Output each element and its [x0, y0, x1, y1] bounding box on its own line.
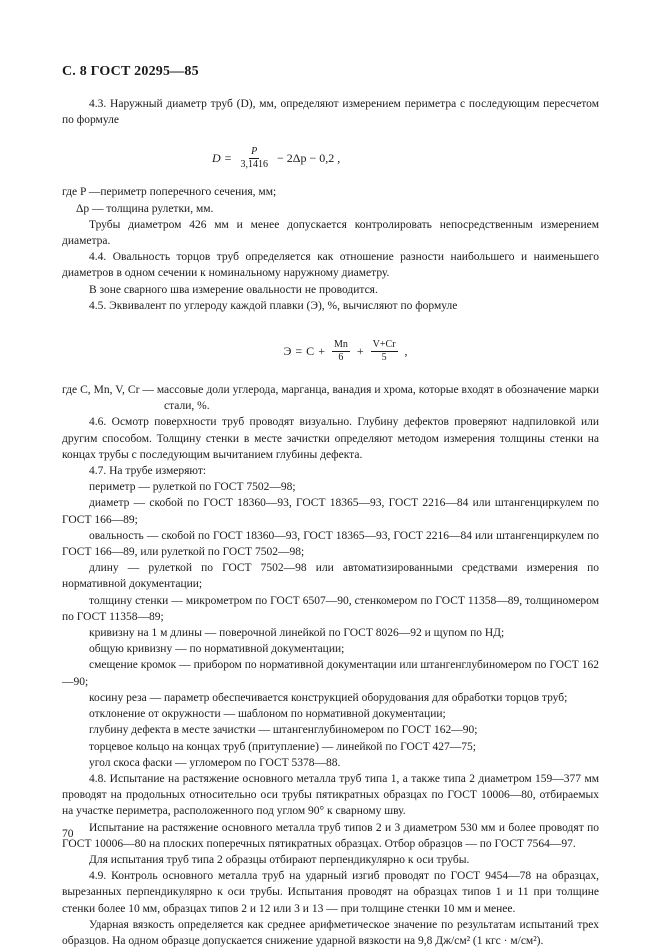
paragraph-weld-zone: В зоне сварного шва измерение овальности не проводится.: [89, 283, 378, 296]
formula-lhs: D: [212, 151, 221, 166]
list-item-cut-skew: косину реза — параметр обеспечивается конструкцией оборудования для обработки торцов труб;: [89, 691, 568, 704]
formula-diameter: [62, 132, 599, 184]
formula2-plus-1: +: [318, 343, 325, 358]
list-item-perimeter: периметр — рулеткой по ГОСТ 7502—98;: [89, 481, 296, 494]
list-item-ovality: овальность — скобой по ГОСТ 18360—93, ГОСТ 18365—93, ГОСТ 2216—84 или штангенциркулем по ГОСТ 166—89, или рулеткой по ГОСТ 7502—98;: [62, 529, 599, 559]
paragraph-diameter-426: Трубы диаметром 426 мм и менее допускается контролировать непосредственным измерением диаметра.: [62, 218, 599, 248]
paragraph-4-4: 4.4. Овальность торцов труб определяется как отношение разности наибольшего и наименьшего диаметров в одном сечении к номинальному наружному диаметру.: [62, 251, 599, 280]
paragraph-4-6: 4.6. Осмотр поверхности труб проводят визуально. Глубину дефектов проверяют надпиловкой или другим способом. Толщину стенки в месте зачистки определяют методом измерения толщины стенки на концах трубы с последующим вычитанием глубины дефекта.: [62, 416, 599, 461]
list-item-total-curvature: общую кривизну — по нормативной документации;: [89, 643, 345, 656]
formula-fraction: [238, 146, 270, 171]
paragraph-impact-strength: Ударная вязкость определяется как среднее арифметическое значение по результатам испытаний трех образцов. На одном образце допускается снижение ударной вязкости на 9,8 Дж/см² (1 кгс · м/см²).: [62, 918, 599, 947]
document-body: [62, 96, 599, 949]
list-item-roundness: отклонение от окружности — шаблоном по нормативной документации;: [89, 708, 446, 721]
formula2-fraction-vcr: [371, 339, 398, 364]
formula2-plus-2: +: [356, 343, 364, 358]
paragraph-4-3: 4.3. Наружный диаметр труб (D), мм, определяют измерением периметра с последующим пересчетом по формуле: [62, 98, 599, 127]
paragraph-4-7: 4.7. На трубе измеряют:: [89, 465, 207, 478]
paragraph-delta-p: Δp — толщина рулетки, мм.: [76, 202, 214, 215]
paragraph-4-5: 4.5. Эквивалент по углероду каждой плавки (Э), %, вычисляют по формуле: [89, 299, 458, 312]
page-header: С. 8 ГОСТ 20295—85: [62, 64, 199, 79]
formula2-c: С: [306, 343, 315, 358]
formula-rest: − 2Δp − 0,2 ,: [276, 151, 341, 166]
list-item-diameter: диаметр — скобой по ГОСТ 18360—93, ГОСТ 18365—93, ГОСТ 2216—84 или штангенциркулем по ГОСТ 166—89;: [62, 497, 599, 526]
list-item-defect-depth: глубину дефекта в месте зачистки — штангенглубиномером по ГОСТ 162—90;: [89, 724, 478, 737]
fraction-denominator: 3,1416: [240, 158, 268, 170]
fraction-vcr-numerator: V+Cr: [372, 338, 396, 350]
fraction-mn-denominator: 6: [338, 351, 344, 363]
paragraph-type-2-samples: Для испытания труб типа 2 образцы отбирают перпендикулярно к оси трубы.: [89, 853, 470, 866]
list-item-edge-offset: смещение кромок — прибором по нормативной документации или штангенглубиномером по ГОСТ 162—90;: [62, 659, 599, 688]
list-item-bevel-angle: угол скоса фаски — угломером по ГОСТ 5378—88.: [89, 756, 341, 769]
paragraph-4-9: 4.9. Контроль основного металла труб на ударный изгиб проводят по ГОСТ 9454—78 на образцах, вырезанных перпендикулярно к оси трубы. Испытания проводят на образцах типов 1 и 11 при толщине стенки более 10 мм, образцах типов 2 и 12 или 3 и 13 — при толщине стенки 10 мм и менее.: [62, 870, 599, 915]
paragraph-where-p: где P —периметр поперечного сечения, мм;: [62, 186, 277, 199]
formula2-lhs: Э: [283, 343, 292, 358]
fraction-vcr-denominator: 5: [381, 351, 387, 363]
fraction-numerator: P: [251, 145, 258, 157]
list-item-length: длину — рулеткой по ГОСТ 7502—98 или автоматизированными средствами измерения по нормативной документации;: [62, 562, 599, 591]
page-number: 70: [62, 828, 74, 840]
formula2-fraction-mn: [332, 339, 350, 364]
formula-eq: =: [224, 151, 232, 166]
list-item-curvature: кривизну на 1 м длины — поверочной линейкой по ГОСТ 8026—92 и щупом по НД;: [89, 627, 505, 640]
paragraph-tensile-types-2-3: Испытание на растяжение основного металла труб типов 2 и 3 диаметром 530 мм и более проводят по ГОСТ 10006—80 на плоских поперечных пятикратных образцах. Отбор образцов — по ГОСТ 7564—97.: [62, 821, 599, 850]
paragraph-4-8: 4.8. Испытание на растяжение основного металла труб типа 1, а также типа 2 диаметром 159—377 мм проводят на продольных относительно оси трубы пятикратных образцах по ГОСТ 10006—80, отбираемых на участке периметра, расположенного под углом 90° к сварному шву.: [62, 772, 599, 818]
formula2-end: ,: [404, 343, 408, 358]
fraction-mn-numerator: Mn: [333, 338, 348, 350]
list-item-end-ring: торцевое кольцо на концах труб (притупление) — линейкой по ГОСТ 427—75;: [89, 740, 476, 753]
formula2-eq: =: [295, 343, 303, 358]
paragraph-where-elements: где С, Mn, V, Cr — массовые доли углерода, марганца, ванадия и хрома, которые входят в обозначение марки стали, %.: [62, 384, 599, 413]
list-item-wall-thickness: толщину стенки — микрометром по ГОСТ 6507—90, стенкомером по ГОСТ 11358—89, толщиномером по ГОСТ 11358—89;: [62, 594, 599, 623]
formula-carbon-equivalent: [62, 320, 599, 382]
